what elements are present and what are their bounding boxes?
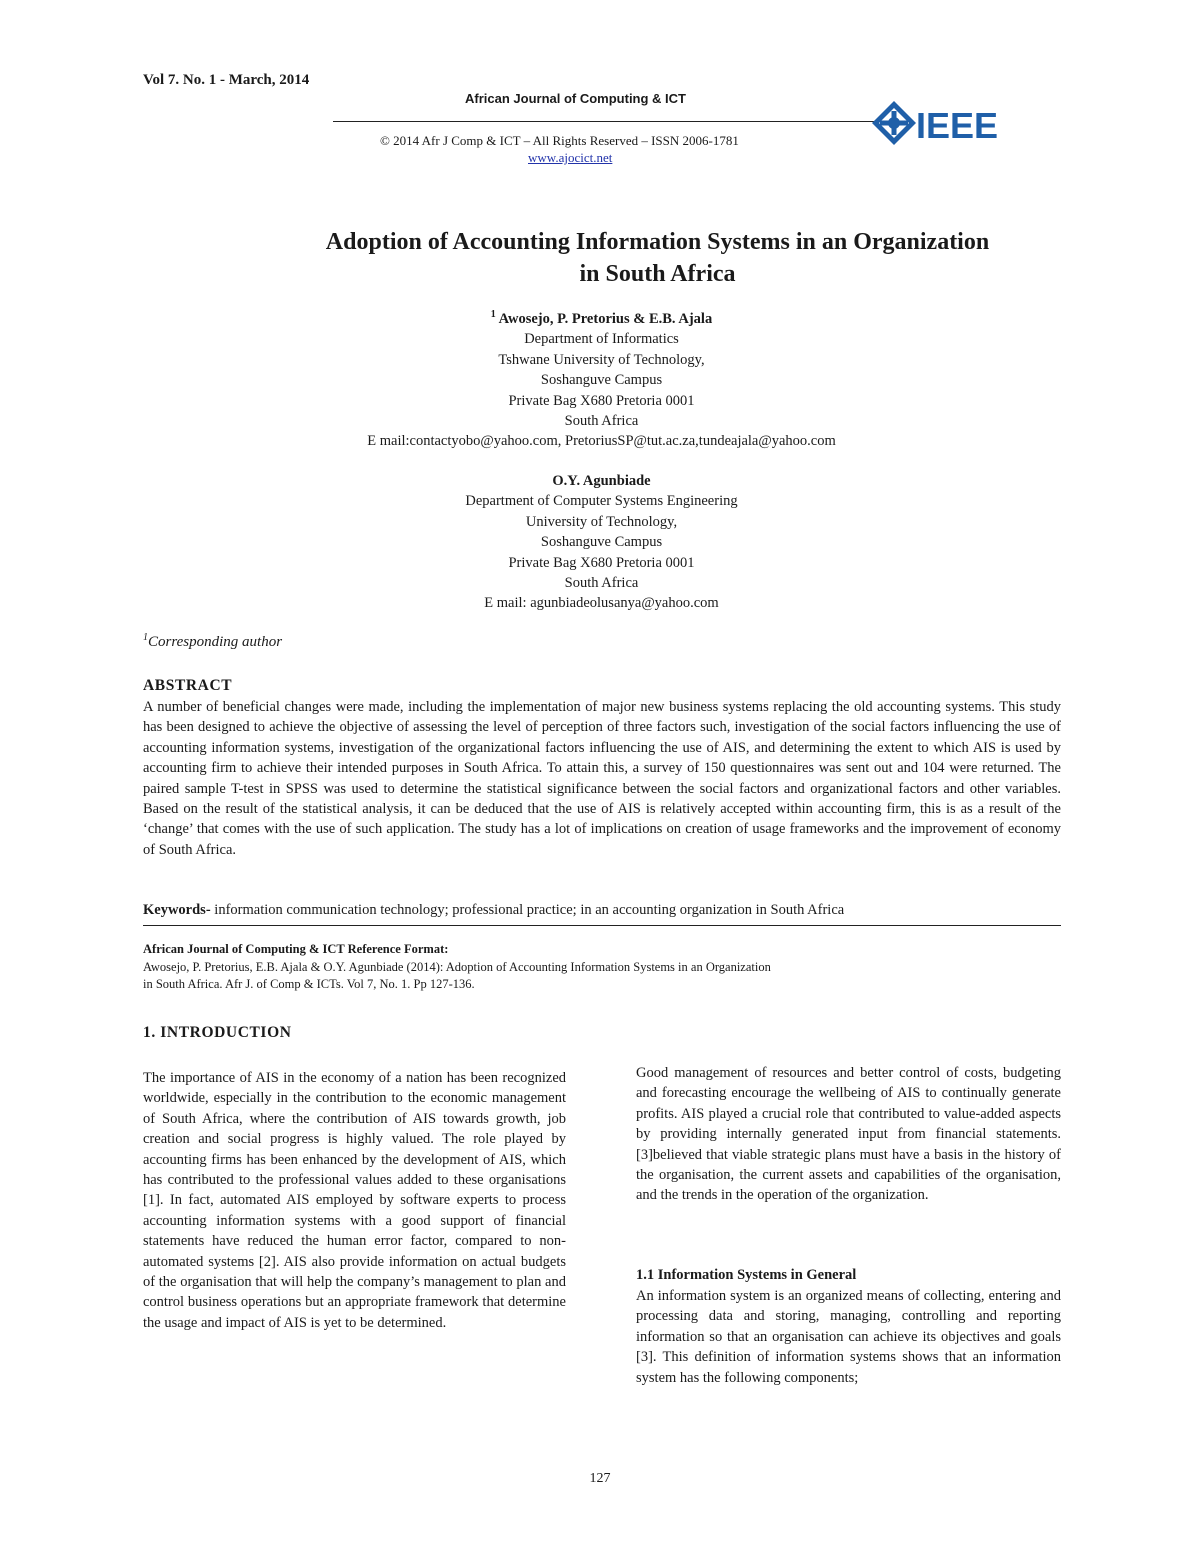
author-footnote-mark: 1 xyxy=(490,309,496,320)
affiliation-line: Private Bag X680 Pretoria 0001 xyxy=(508,554,695,571)
author-block-2 xyxy=(300,471,903,614)
author-email-line: E mail:contactyobo@yahoo.com, PretoriusSP@tut.ac.za,tundeajala@yahoo.com xyxy=(367,433,836,450)
affiliation-line: Soshanguve Campus xyxy=(540,372,663,389)
affiliation-line: South Africa xyxy=(564,575,639,592)
affiliation-line: University of Technology, xyxy=(525,513,678,530)
abstract-heading: ABSTRACT xyxy=(143,677,233,694)
intro-left-paragraph: The importance of AIS in the economy of a nation has been recognized worldwide, especially in the contribution to the economic management of South Africa, where the contribution of AIS towards growth, job creation and social progress is highly valued. The role played by accounting firms has been enhanced by the development of AIS, which has contributed to the professional values added to these organisations [1]. In fact, automated AIS employed by software experts to process accounting information systems with a good support of financial statements have reduced the human error factor, compared to non-automated systems [2]. AIS also provide information on actual budgets of the organisation that will help the company’s management to plan and control business operations but an appropriate framework that determine the usage and impact of AIS is yet to be determined. xyxy=(143,1070,566,1331)
journal-name: African Journal of Computing & ICT xyxy=(465,91,686,106)
volume-issue: Vol 7. No. 1 - March, 2014 xyxy=(143,72,310,88)
intro-right-paragraph: Good management of resources and better control of costs, budgeting and forecasting encourage the wellbeing of AIS to continually generate profits. AIS played a crucial role that contributed to value-added aspects by providing internally generated input from financial statements. [3]believed that viable strategic plans must have a basis in the history of the organisation, the current assets and capabilities of the organisation, and the trends in the operation of the organization. xyxy=(636,1065,1061,1204)
subsection-paragraph: An information system is an organized means of collecting, entering and processing data and storing, managing, controlling and reporting information so that an organisation can achieve its objectives and goals [3]. This definition of information systems shows that an information system has the following components; xyxy=(636,1288,1061,1386)
copyright-line: © 2014 Afr J Comp & ICT – All Rights Reserved – ISSN 2006-1781 xyxy=(380,133,739,148)
corresponding-author-note: $^1$Corresponding author xyxy=(143,632,283,650)
affiliation-line: South Africa xyxy=(564,413,639,430)
keywords-line xyxy=(143,902,1061,919)
keywords-text: information communication technology; professional practice; in an accounting organization in South Africa xyxy=(210,902,845,918)
header-rule xyxy=(333,121,878,122)
author-block-1 xyxy=(300,309,903,452)
reference-format-heading: African Journal of Computing & ICT Reference Format: xyxy=(143,942,449,956)
paper-title xyxy=(150,226,1165,290)
page-number: 127 xyxy=(589,1471,611,1486)
affiliation-line: Department of Computer Systems Engineering xyxy=(465,493,738,510)
reference-format-body: Awosejo, P. Pretorius, E.B. Ajala & O.Y. Agunbiade (2014): Adoption of Accounting Information Systems in an Organization in South Africa. Afr J. of Comp & ICTs. Vol 7, No. 1. Pp 127-136. xyxy=(143,960,771,991)
title-line-2: in South Africa xyxy=(579,261,736,287)
section-divider xyxy=(143,925,1061,926)
ieee-logo xyxy=(870,99,1010,147)
affiliation-line: Private Bag X680 Pretoria 0001 xyxy=(508,392,695,409)
ieee-logo-text: IEEE xyxy=(916,105,999,146)
author-names-1: $^1$ Awosejo, P. Pretorius & E.B. Ajala xyxy=(490,309,713,327)
affiliation-line: Department of Informatics xyxy=(524,331,679,348)
abstract-body: A number of beneficial changes were made, including the implementation of major new business systems replacing the old accounting systems. This study has been designed to achieve the objective of assessing the level of perception of three factors such, investigation of the social factors influencing the use of accounting information systems, investigation of the organizational factors influencing the use of AIS, and determining the extent to which AIS is used by accounting firm to achieve their intended purposes in South Africa. To attain this, a survey of 150 questionnaires was sent out and 104 were returned. The paired sample T-test in SPSS was used to determine the statistical significance between the social factors and organizational factors and other variables. Based on the result of the statistical analysis, it can be deduced that the use of AIS is relatively accepted within accounting firm, this is as a result of the ‘change’ that comes with the use of such application. The study has a lot of implications on creation of usage frameworks and the improvement of economy of South Africa. xyxy=(143,699,1061,858)
subsection-heading: 1.1 Information Systems in General xyxy=(636,1267,857,1283)
introduction-heading: 1. INTRODUCTION xyxy=(143,1024,292,1041)
affiliation-line: Soshanguve Campus xyxy=(540,534,663,551)
title-line-1: Adoption of Accounting Information Systems in an Organization xyxy=(325,229,990,255)
author-email-line: E mail: agunbiadeolusanya@yahoo.com xyxy=(484,595,719,612)
affiliation-line: Tshwane University of Technology, xyxy=(498,351,705,368)
author-names-2: O.Y. Agunbiade xyxy=(552,473,651,489)
ieee-diamond-icon xyxy=(870,99,1010,147)
keywords-label: Keywords- xyxy=(143,902,211,918)
journal-url-link[interactable]: www.ajocict.net xyxy=(528,150,613,165)
